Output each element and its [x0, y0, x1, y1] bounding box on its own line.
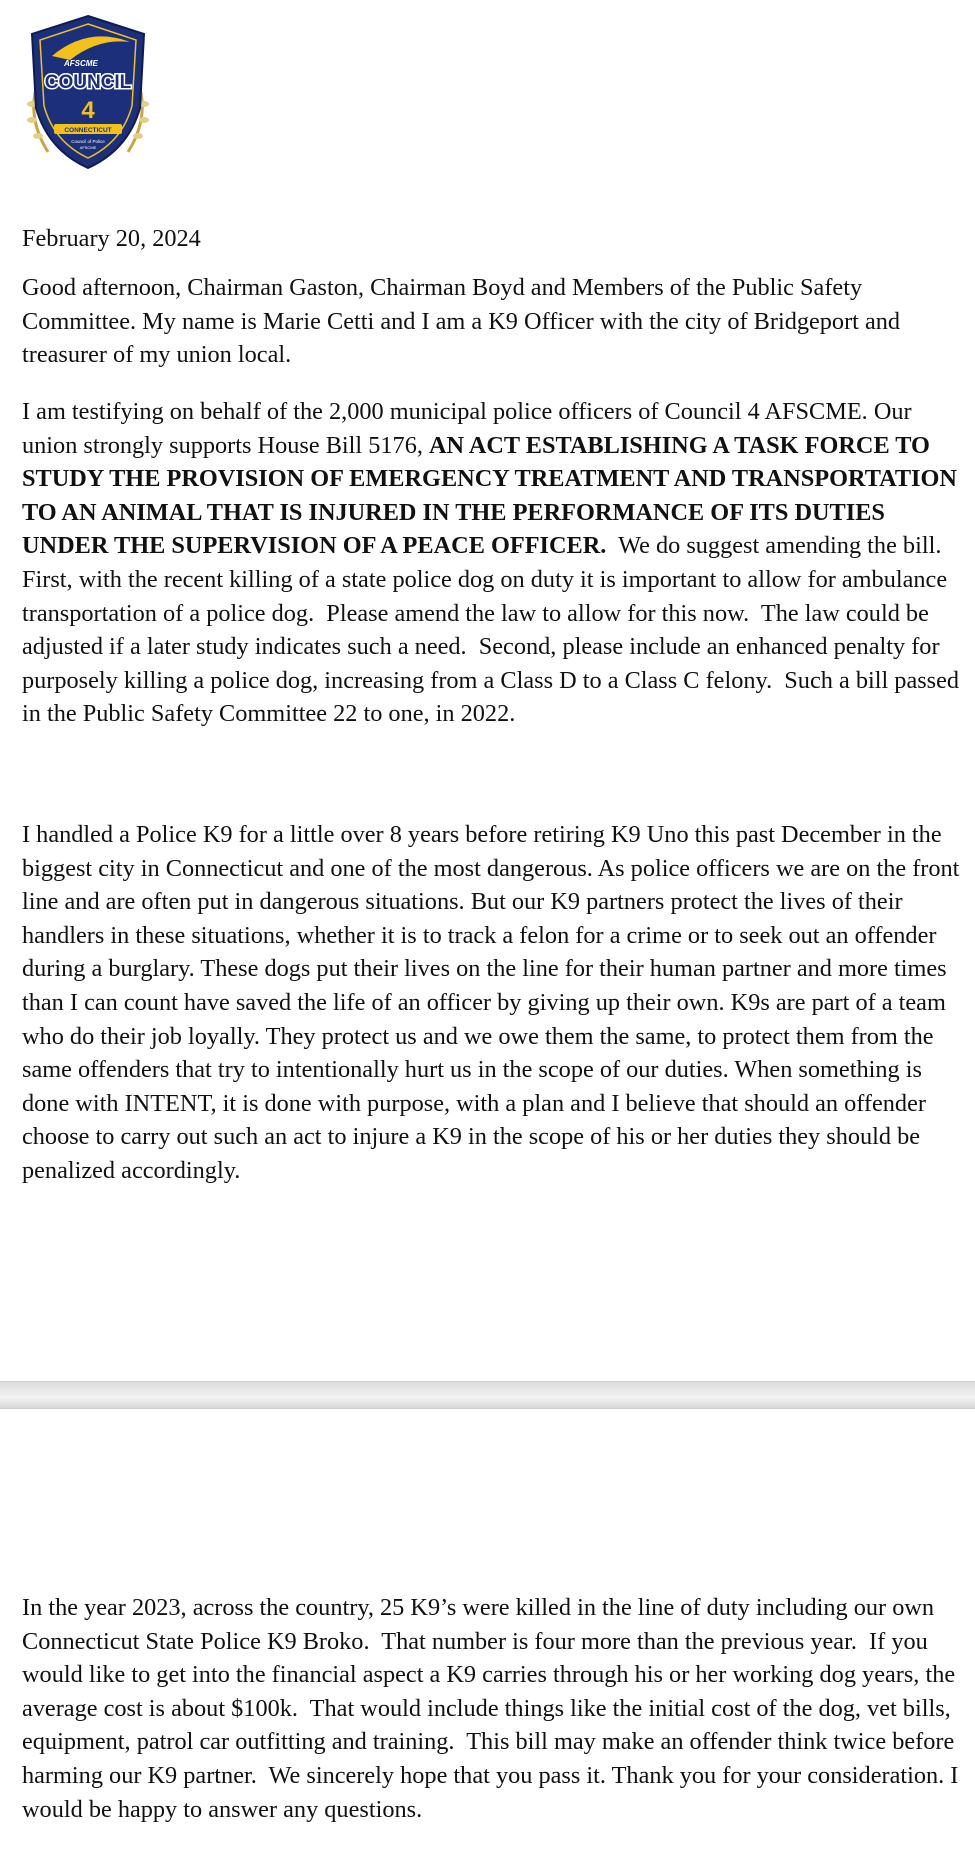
testimony-paragraph — [22, 395, 968, 731]
page-break-divider — [0, 1381, 975, 1409]
letter-date — [22, 222, 968, 256]
greeting-paragraph — [22, 271, 968, 372]
logo-banner-text: CONNECTICUT — [64, 127, 112, 134]
paragraph-text: In the year 2023, across the country, 25 K9’s were killed in the line of duty including our own Connecticut State Police K9 Broko. That number is four more than the previous year. If you would like to get into the financial aspect a K9 carries through his or her working dog years, the average cost is about $100k. That would include things like the initial cost of the dog, vet bills, equipment, patrol car outfitting and training. This bill may make an offender think twice before harming our K9 partner. We sincerely hope that you pass it. Thank you for your consideration. I would be happy to answer any questions. — [22, 1594, 965, 1823]
paragraph-text: I handled a Police K9 for a little over 8 years before retiring K9 Uno this past December in the biggest city in Connecticut and one of the most dangerous. As police officers we are on the front line and are often put in dangerous situations. But our K9 partners protect the lives of their handlers in these situations, whether it is to track a felon for a crime or to seek out an offender during a burglary. These dogs put their lives on the line for their human partner and more times than I can count have saved the life of an officer by giving up their own. K9s are part of a team who do their job loyally. They protect us and we owe them the same, to protect them from the same offenders that try to intentionally hurt us in the scope of our duties. When something is done with INTENT, it is done with purpose, with a plan and I believe that should an offender choose to carry out such an act to injure a K9 in the scope of his or her duties they should be penalized accordingly. — [22, 821, 960, 1184]
logo-bottom-line2: AFSCME — [79, 145, 97, 150]
shield-badge-icon — [18, 12, 158, 172]
closing-paragraph — [22, 1591, 968, 1826]
k9-experience-paragraph — [22, 818, 968, 1188]
date-text: February 20, 2024 — [22, 225, 201, 252]
logo-number: 4 — [81, 97, 95, 124]
council-4-logo — [18, 12, 158, 172]
logo-bottom-line1: Council of Police — [71, 139, 105, 144]
paragraph-text — [22, 395, 968, 731]
logo-council-text: COUNCIL — [44, 72, 132, 93]
bill-title-bold: AN ACT ESTABLISHING A TASK FORCE TO STUDY THE PROVISION OF EMERGENCY TREATMENT AND TRANSPORTATION TO AN ANIMAL THAT IS INJURED IN THE PERFORMANCE OF ITS DUTIES UNDER THE SUPERVISION OF A PEACE OFFICER. — [22, 431, 957, 560]
paragraph-intro: I am testifying on behalf of the 2,000 municipal police officers of Council 4 AFSCME. Our union strongly supports House Bill 5176, — [22, 398, 912, 459]
logo-top-text: AFSCME — [64, 59, 98, 68]
paragraph-rest: We do suggest amending the bill. First, with the recent killing of a state police dog on duty it is important to allow for ambulance transportation of a police dog. Please amend the law to allow for this now. The law could be adjusted if a later study indicates such a need. Second, please include an enhanced penalty for purposely killing a police dog, increasing from a Class D to a Class C felony. Such a bill passed in the Public Safety Committee 22 to one, in 2022. — [22, 532, 966, 728]
paragraph-text: Good afternoon, Chairman Gaston, Chairman Boyd and Members of the Public Safety Committee. My name is Marie Cetti and I am a K9 Officer with the city of Bridgeport and treasurer of my union local. — [22, 274, 901, 369]
